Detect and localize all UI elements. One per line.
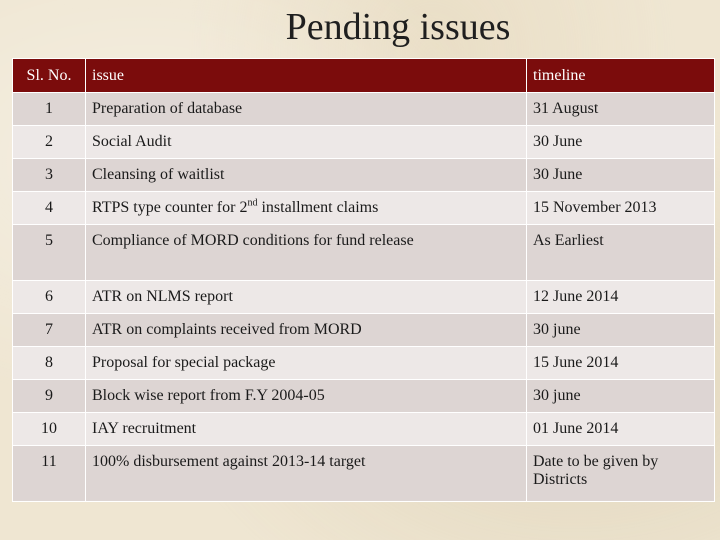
row-timeline: 12 June 2014	[527, 281, 715, 314]
table-row	[13, 281, 715, 314]
row-issue: ATR on complaints received from MORD	[86, 314, 527, 347]
row-number: 2	[13, 126, 86, 159]
table-row	[13, 347, 715, 380]
row-number: 3	[13, 159, 86, 192]
row-timeline: 31 August	[527, 93, 715, 126]
row-timeline: 15 June 2014	[527, 347, 715, 380]
row-timeline: As Earliest	[527, 225, 715, 281]
row-number: 10	[13, 413, 86, 446]
table-row	[13, 225, 715, 281]
row-number: 8	[13, 347, 86, 380]
row-number: 9	[13, 380, 86, 413]
row-issue: Proposal for special package	[86, 347, 527, 380]
row-issue: Cleansing of waitlist	[86, 159, 527, 192]
row-issue-text-after: installment claims	[257, 199, 379, 216]
row-timeline: Date to be given by Districts	[527, 446, 715, 502]
row-issue-superscript: nd	[247, 197, 258, 209]
table-row	[13, 380, 715, 413]
row-number: 4	[13, 192, 86, 225]
table-row	[13, 126, 715, 159]
row-issue: ATR on NLMS report	[86, 281, 527, 314]
row-issue: Compliance of MORD conditions for fund release	[86, 225, 527, 281]
row-issue: 100% disbursement against 2013-14 target	[86, 446, 527, 502]
table-row	[13, 159, 715, 192]
row-timeline: 01 June 2014	[527, 413, 715, 446]
row-number: 1	[13, 93, 86, 126]
table-row	[13, 413, 715, 446]
row-issue	[86, 192, 527, 225]
table-row	[13, 446, 715, 502]
header-sl-no: Sl. No.	[13, 59, 86, 93]
table-row	[13, 93, 715, 126]
row-issue: Block wise report from F.Y 2004-05	[86, 380, 527, 413]
header-issue: issue	[86, 59, 527, 93]
table-row	[13, 314, 715, 347]
row-timeline: 30 june	[527, 380, 715, 413]
row-timeline: 30 june	[527, 314, 715, 347]
table-header-row	[13, 59, 715, 93]
row-number: 5	[13, 225, 86, 281]
row-number: 6	[13, 281, 86, 314]
page-title: Pending issues	[285, 6, 511, 48]
row-timeline: 30 June	[527, 126, 715, 159]
row-issue: IAY recruitment	[86, 413, 527, 446]
table-row	[13, 192, 715, 225]
row-issue-text-before: RTPS type counter for 2	[92, 199, 248, 216]
row-timeline: 15 November 2013	[527, 192, 715, 225]
row-timeline: 30 June	[527, 159, 715, 192]
pending-issues-table	[12, 58, 715, 502]
row-issue: Preparation of database	[86, 93, 527, 126]
row-number: 11	[13, 446, 86, 502]
header-timeline: timeline	[527, 59, 715, 93]
row-number: 7	[13, 314, 86, 347]
row-issue: Social Audit	[86, 126, 527, 159]
